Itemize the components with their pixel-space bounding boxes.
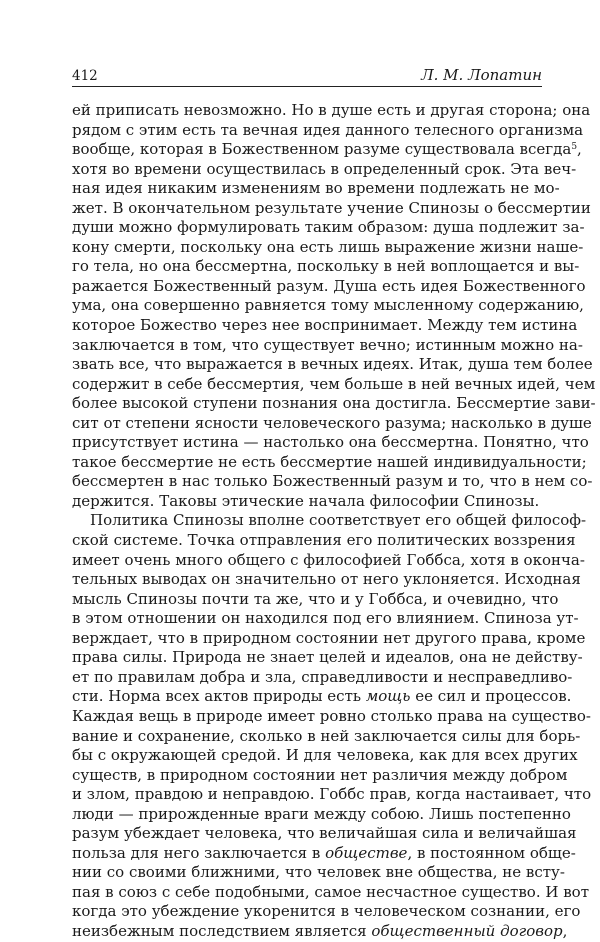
text-line: ской системе. Точка отправления его политических воззрения bbox=[72, 531, 576, 550]
running-head-author: Л. М. Лопатин bbox=[421, 66, 542, 84]
emphasis-text: общественный договор bbox=[371, 921, 563, 940]
text-line: сти. Норма всех актов природы есть мощь ее сил и процессов. bbox=[72, 687, 572, 706]
header-rule bbox=[72, 86, 542, 87]
text-line: имеет очень много общего с философией Гоббса, хотя в оконча- bbox=[72, 550, 585, 569]
text-line: мысль Спинозы почти та же, что и у Гоббса, и очевидно, что bbox=[72, 589, 559, 608]
text-line: верждает, что в природном состоянии нет другого права, кроме bbox=[72, 628, 586, 647]
text-line: нии со своими ближними, что человек вне общества, не всту- bbox=[72, 863, 565, 882]
text-line: вание и сохранение, сколько в ней заключается силы для борь- bbox=[72, 726, 581, 745]
text-line: такое бессмертие не есть бессмертие нашей индивидуальности; bbox=[72, 452, 587, 471]
text-line: люди — прирожденные враги между собою. Лишь постепенно bbox=[72, 804, 571, 823]
text-line: рядом с этим есть та вечная идея данного телесного организма bbox=[72, 120, 584, 139]
text-line: Каждая вещь в природе имеет ровно столько права на существо- bbox=[72, 706, 591, 725]
emphasis-text: мощь bbox=[365, 687, 411, 706]
paragraph-start-line: Политика Спинозы вполне соответствует его общей философ- bbox=[90, 511, 587, 530]
emphasis-text: обществе bbox=[325, 843, 408, 862]
body-text bbox=[72, 101, 596, 942]
text-line: тельных выводах он значительно от него уклоняется. Исходная bbox=[72, 570, 581, 589]
text-line: сит от степени ясности человеческого разума; насколько в душе bbox=[72, 413, 592, 432]
text-line: хотя во времени осуществилась в определенный срок. Эта веч- bbox=[72, 159, 577, 178]
text-line: вообще, которая в Божественном разуме существовала всегда$^5$, bbox=[72, 140, 582, 159]
text-line-content: вообще, которая в Божественном разуме существовала всегда bbox=[72, 140, 572, 159]
text-line: жет. В окончательном результате учение Спинозы о бессмертии bbox=[72, 198, 591, 217]
text-line: заключается в том, что существует вечно; истинным можно на- bbox=[72, 335, 583, 354]
text-line: души можно формулировать таким образом: душа подлежит за- bbox=[72, 218, 585, 237]
text-line: го тела, но она бессмертна, поскольку в ней воплощается и вы- bbox=[72, 257, 580, 276]
text-line: разум убеждает человека, что величайшая сила и величайшая bbox=[72, 824, 577, 843]
text-line: бессмертен в нас только Божественный разум и то, что в нем со- bbox=[72, 472, 593, 491]
text-line: ражается Божественный разум. Душа есть идея Божественного bbox=[72, 276, 586, 295]
text-line: пая в союз с себе подобными, самое несчастное существо. И вот bbox=[72, 882, 589, 901]
text-line: права силы. Природа не знает целей и идеалов, она не действу- bbox=[72, 648, 583, 667]
text-line: в этом отношении он находился под его влиянием. Спиноза ут- bbox=[72, 609, 579, 628]
text-line: бы с окружающей средой. И для человека, как для всех других bbox=[72, 746, 578, 765]
text-line: ет по правилам добра и зла, справедливости и несправедливо- bbox=[72, 667, 573, 686]
text-line: ума, она совершенно равняется тому мысленному содержанию, bbox=[72, 296, 584, 315]
text-line: присутствует истина — настолько она бессмертна. Понятно, что bbox=[72, 433, 589, 452]
text-line: содержит в себе бессмертия, чем больше в ней вечных идей, чем bbox=[72, 374, 596, 393]
paragraph-end-line: держится. Таковы этические начала философии Спинозы. bbox=[72, 491, 540, 510]
text-line: кону смерти, поскольку она есть лишь выражение жизни наше- bbox=[72, 237, 584, 256]
text-line: ная идея никаким изменениям во времени подлежать не мо- bbox=[72, 179, 560, 198]
text-line: которое Божество через нее воспринимает. Между тем истина bbox=[72, 316, 578, 335]
text-line: звать все, что выражается в вечных идеях. Итак, душа тем более bbox=[72, 355, 593, 374]
text-line: и злом, правдою и неправдою. Гоббс прав, когда настаивает, что bbox=[72, 785, 592, 804]
page-number: 412 bbox=[72, 68, 98, 84]
text-line: польза для него заключается в обществе, в постоянном обще- bbox=[72, 843, 576, 862]
text-line: ей приписать невозможно. Но в душе есть и другая сторона; она bbox=[72, 101, 591, 119]
text-line: существ, в природном состоянии нет различия между добром bbox=[72, 765, 568, 784]
text-line: неизбежным последствием является общественный договор, bbox=[72, 921, 568, 940]
text-line: более высокой ступени познания она достигла. Бессмертие зави- bbox=[72, 394, 596, 413]
running-header bbox=[72, 66, 542, 86]
footnote-marker: 5 bbox=[571, 142, 578, 153]
text-line: когда это убеждение укоренится в человеческом сознании, его bbox=[72, 902, 581, 921]
